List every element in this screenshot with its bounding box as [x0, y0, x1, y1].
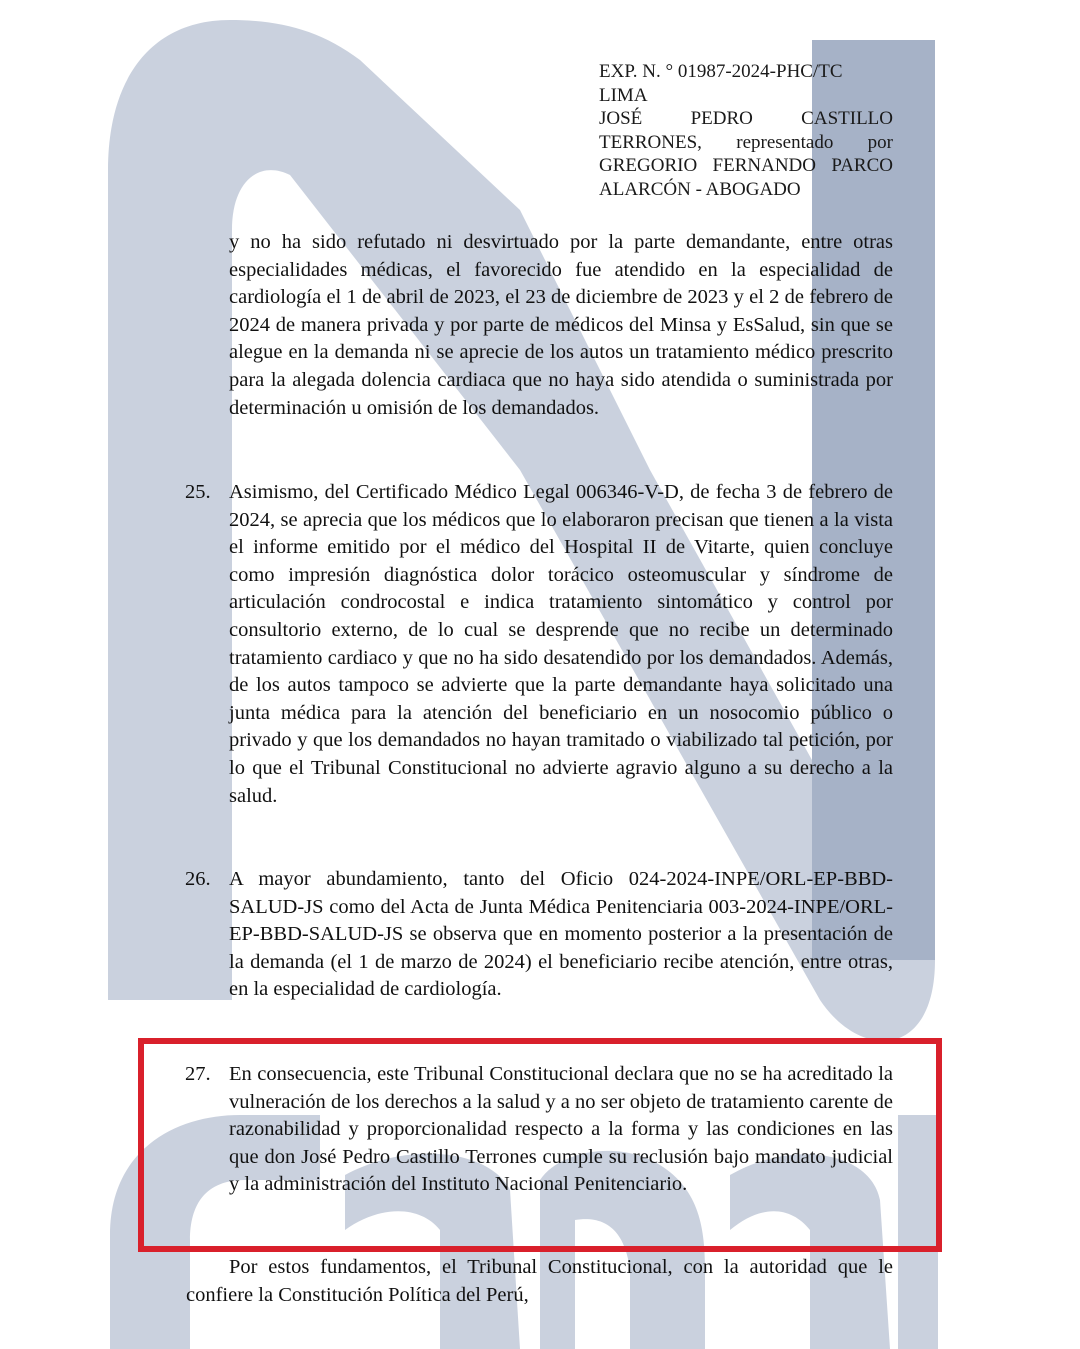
paragraph-27	[185, 1061, 893, 1199]
paragraph-26	[185, 866, 893, 1004]
paragraph-24-continuation: y no ha sido refutado ni desvirtuado por la parte demandante, entre otras especialidades médicas, el favorecido fue atendido en la especialidad de cardiología el 1 de abril de 2023, el 23 de diciembre de 2023 y el 2 de febrero de 2024 de manera privada y por parte de médicos del Minsa y EsSalud, sin que se alegue en la demanda ni se aprecie de los autos un tratamiento médico prescrito para la alegada dolencia cardiaca que no haya sido atendida o suministrada por determinación u omisión de los demandados.	[229, 231, 893, 419]
closing-paragraph: Por estos fundamentos, el Tribunal Constitucional, con la autoridad que le confiere la Constitución Política del Perú,	[186, 1256, 893, 1306]
case-number: EXP. N. ° 01987-2024-PHC/TC	[599, 61, 843, 82]
paragraph-text: En consecuencia, este Tribunal Constitucional declara que no se ha acreditado la vulneración de los derechos a la salud y a no ser objeto de tratamiento carente de razonabilidad y proporcionalidad respecto a la forma y las condiciones en las que don José Pedro Castillo Terrones cumple su reclusión bajo mandato judicial y la administración del Instituto Nacional Penitenciario.	[229, 1063, 893, 1196]
paragraph-text: A mayor abundamiento, tanto del Oficio 024-2024-INPE/ORL-EP-BBD-SALUD-JS como del Acta de Junta Médica Penitenciaria 003-2024-INPE/ORL-EP-BBD-SALUD-JS se observa que en momento posterior a la presentación de la demanda (el 1 de marzo de 2024) el beneficiario recibe atención, entre otras, en la especialidad de cardiología.	[229, 868, 893, 1001]
party-name-line-1: JOSÉ PEDRO CASTILLO	[599, 108, 893, 129]
paragraph-number: 25.	[185, 481, 211, 503]
case-header	[599, 60, 893, 201]
representative-line-1: GREGORIO FERNANDO PARCO	[599, 155, 893, 176]
paragraph-text: Asimismo, del Certificado Médico Legal 006346-V-D, de fecha 3 de febrero de 2024, se aprecia que los médicos que lo elaboraron precisan que tienen a la vista el informe emitido por el médico del Hospital II de Vitarte, quien concluye como impresión diagnóstica dolor torácico osteomuscular y síndrome de articulación condrocostal e indica tratamiento sintomático y control por consultorio externo, de lo cual se desprende que no recibe un determinado tratamiento cardiaco y que no ha sido desatendido por los demandados. Además, de los autos tampoco se advierte que la parte demandante haya solicitado una junta médica para la atención del beneficiario en un nosocomio público o privado y que los demandados no hayan tramitado o viabilizado tal petición, por lo que el Tribunal Constitucional no advierte agravio alguno a su derecho a la salud.	[229, 481, 893, 807]
case-city: LIMA	[599, 84, 648, 106]
representative-line-2: ALARCÓN - ABOGADO	[599, 178, 801, 200]
paragraph-number: 27.	[185, 1063, 211, 1085]
paragraph-25	[185, 479, 893, 810]
party-name-line-2: TERRONES, representado por	[599, 131, 893, 153]
paragraph-number: 26.	[185, 868, 211, 890]
